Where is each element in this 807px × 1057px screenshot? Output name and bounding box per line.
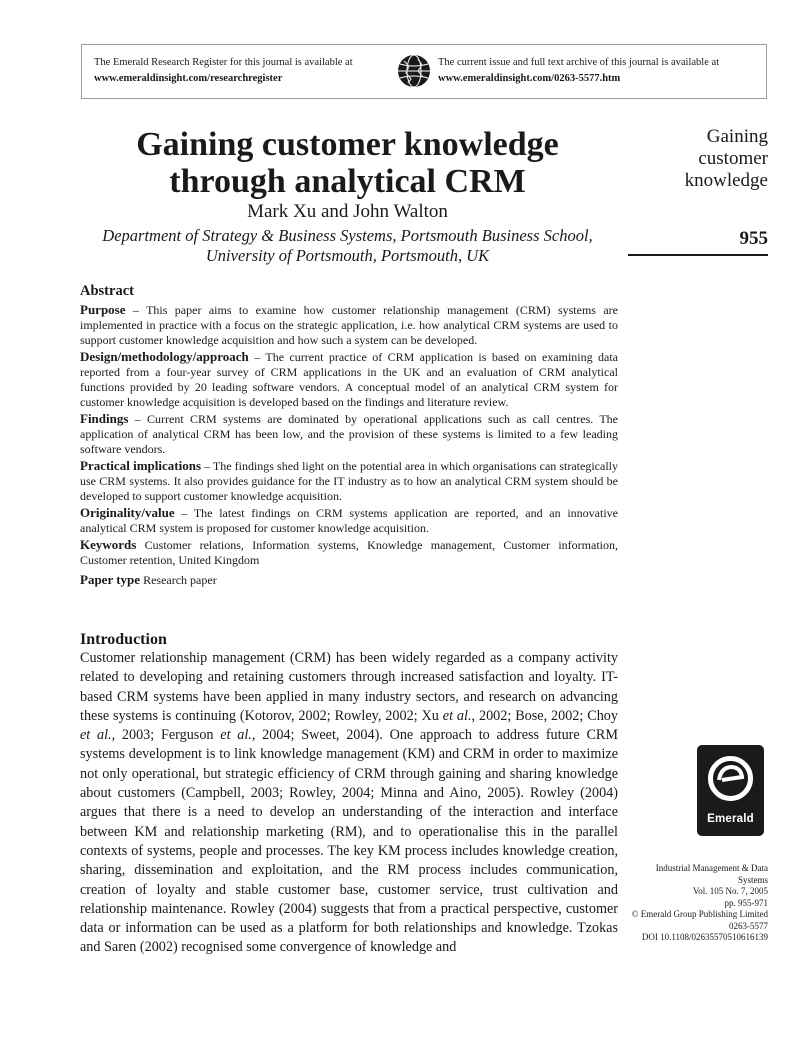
introduction-paragraph	[80, 649, 618, 958]
intro-text-4: , 2004; Sweet, 2004). One approach to address future CRM systems development is to link knowledge management (KM) and CRM in order to maximize not only operational, but strategic efficiency of CRM through gaining and sharing knowledge about customers (Campbell, 2003; Rowley, 2004; Minna and Aino, 2005). Rowley (2004) argues that there is a need to develop an understanding of the interaction and interface between KM and relationship marketing (RM), and to operationalise this in the parallel contexts of systems, people and processes. The key KM process includes knowledge creation, sharing, dissemination and exploitation, and the RM process includes communication, creation of loyalty and stable customer base, customer service, trust cultivation and relationship maintenance. Rowley (2004) suggests that from a practical perspective, customer data or information can be used as a platform for both relationships and knowledge. Tzokas and Saren (2002) recognised some convergence of knowledge and	[80, 727, 618, 956]
introduction-section	[80, 631, 618, 958]
abstract-keywords	[80, 537, 618, 568]
journal-volume: Vol. 105 No. 7, 2005	[692, 886, 768, 896]
journal-copyright: © Emerald Group Publishing Limited	[631, 909, 768, 919]
register-right	[438, 55, 719, 87]
abstract-paper-type	[80, 572, 618, 588]
findings-label: Findings	[80, 411, 129, 426]
originality-text: – The latest findings on CRM systems application are reported, and an innovative analytical CRM system is proposed for customer knowledge acquisition.	[80, 506, 618, 535]
register-right-url[interactable]: www.emeraldinsight.com/0263-5577.htm	[438, 73, 621, 84]
emerald-logo-icon	[705, 753, 756, 804]
intro-text-1: Customer relationship management (CRM) has been widely regarded as a company activity related to developing and retaining customers through increased satisfaction and loyalty. IT-based CRM systems have been applied in many industry sectors, and research on advancing these systems is continuing (Kotorov, 2002; Rowley, 2002; Xu	[80, 650, 618, 724]
register-left-text: The Emerald Research Register for this journal is available at	[94, 57, 353, 68]
abstract-findings	[80, 411, 618, 457]
page-number-rule	[628, 254, 768, 256]
abstract-practical	[80, 458, 618, 504]
running-head-line-3: knowledge	[684, 170, 768, 191]
keywords-text: Customer relations, Information systems, Knowledge management, Customer information, Customer retention, United Kingdom	[80, 538, 618, 567]
article-affiliation	[80, 226, 615, 266]
affiliation-line-2: University of Portsmouth, Portsmouth, UK	[205, 246, 490, 265]
running-head-line-2: customer	[698, 148, 768, 169]
design-text: – The current practice of CRM application is based on examining data reported from a four-year survey of CRM applications in the UK and an evaluation of CRM analytical functions provided by 20 leading software vendors. A conceptual model of an analytical CRM system for customer knowledge acquisition is developed based on the findings and literature review.	[80, 350, 618, 409]
emerald-logo-text: Emerald	[707, 813, 754, 825]
journal-issn: 0263-5577	[729, 920, 768, 931]
article-title-line-1: Gaining customer knowledge	[136, 126, 559, 163]
abstract-section	[80, 283, 618, 589]
paper-type-label: Paper type	[80, 572, 141, 587]
paper-type-text: Research paper	[140, 573, 217, 587]
running-head-line-1: Gaining	[706, 126, 768, 147]
article-title	[80, 126, 615, 200]
abstract-purpose	[80, 302, 618, 348]
abstract-heading: Abstract	[80, 283, 134, 299]
originality-label: Originality/value	[80, 505, 175, 520]
purpose-label: Purpose	[80, 302, 126, 317]
register-left-url[interactable]: www.emeraldinsight.com/researchregister	[94, 73, 283, 84]
intro-text-3: , 2003; Ferguson	[111, 727, 221, 744]
abstract-design	[80, 349, 618, 410]
findings-text: – Current CRM systems are dominated by operational applications such as call centres. The application of analytical CRM has been low, and the provision of these systems is limited to a few leading software vendors.	[80, 412, 618, 456]
design-label: Design/methodology/approach	[80, 349, 249, 364]
introduction-heading: Introduction	[80, 631, 167, 648]
intro-et-al-3: et al.	[220, 727, 252, 744]
journal-pages: pp. 955-971	[724, 897, 768, 908]
article-title-line-2: through analytical CRM	[169, 163, 526, 200]
intro-et-al-2: et al.	[80, 727, 112, 744]
register-header-box	[81, 44, 767, 99]
practical-label: Practical implications	[80, 458, 202, 473]
intro-text-2: , 2002; Bose, 2002; Choy	[471, 707, 618, 724]
emerald-logo	[697, 745, 764, 836]
keywords-label: Keywords	[80, 537, 137, 552]
intro-et-al-1: et al.	[442, 707, 472, 724]
page-number: 955	[739, 228, 768, 249]
journal-info	[620, 863, 768, 944]
register-right-text: The current issue and full text archive of this journal is available at	[438, 57, 720, 68]
register-left	[94, 55, 353, 87]
practical-text: – The findings shed light on the potential area in which organisations can strategically use CRM systems. It also provides guidance for the IT industry as to how an analytical CRM system should be developed to support customer knowledge acquisition.	[80, 459, 618, 503]
affiliation-line-1: Department of Strategy & Business Systems, Portsmouth Business School,	[102, 226, 593, 245]
journal-doi: DOI 10.1108/02635570510616139	[641, 932, 768, 942]
abstract-originality	[80, 505, 618, 536]
purpose-text: – This paper aims to examine how customer relationship management (CRM) systems are implemented in practice with a focus on the strategic application, i.e. how analytical CRM systems are used to support customer knowledge acquisition and how such a system can be developed.	[80, 303, 618, 347]
journal-name-line-2: Systems	[737, 874, 768, 885]
journal-name-line-1: Industrial Management & Data	[655, 863, 768, 873]
globe-icon	[396, 53, 432, 89]
article-authors: Mark Xu and John Walton	[247, 201, 448, 222]
running-head	[630, 126, 768, 192]
